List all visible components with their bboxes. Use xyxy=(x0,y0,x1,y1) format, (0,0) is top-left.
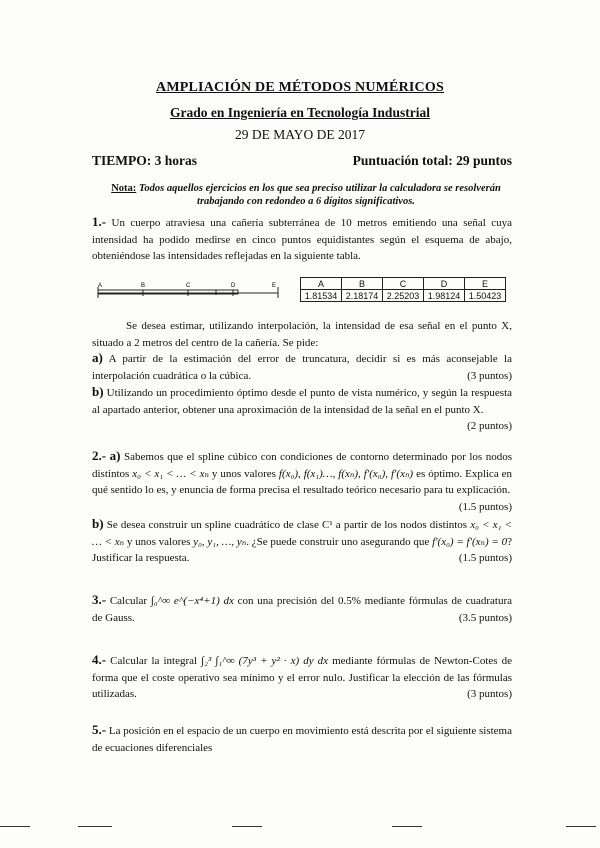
scan-mark xyxy=(566,826,596,827)
table-row xyxy=(301,290,506,302)
q2-a-text1: Sabemos que el spline cúbico con condiciones de contorno determinado por los nodos distintos xyxy=(92,451,513,480)
table-cell: 1.50423 xyxy=(465,290,506,302)
table-cell: 1.98124 xyxy=(424,290,465,302)
q1-a-text: A partir de la estimación del error de truncatura, decidir si es más aconsejable la interpolación cuadrática o la cúbica. xyxy=(92,353,512,382)
q2-part-a xyxy=(92,448,512,515)
pipe-diagram xyxy=(96,281,280,303)
total-points: Puntuación total: 29 puntos xyxy=(352,153,512,168)
scan-mark xyxy=(78,826,112,827)
q5 xyxy=(92,722,512,756)
q2-b-label: b) xyxy=(92,516,104,531)
q1-b-label: b) xyxy=(92,384,104,399)
table-cell: 2.18174 xyxy=(342,290,383,302)
diagram-label-c: C xyxy=(186,283,191,289)
table-header: B xyxy=(342,278,383,290)
q5-text: La posición en el espacio de un cuerpo en movimiento está descrita por el siguiente sistema de ecuaciones diferenciales xyxy=(92,725,512,754)
q4-number: 4.- xyxy=(92,652,107,667)
q4-points: (3 puntos) xyxy=(467,688,512,700)
q3-text1: Calcular xyxy=(109,595,148,607)
table-header: A xyxy=(301,278,342,290)
diagram-label-e: E xyxy=(272,283,277,289)
q1-a-label: a) xyxy=(92,350,103,365)
q5-number: 5.- xyxy=(92,722,107,737)
exam-time: TIEMPO: 3 horas xyxy=(92,153,198,168)
q2-a-points: (1.5 puntos) xyxy=(458,500,512,513)
q1-b-text: Utilizando un procedimiento óptimo desde el punto de vista numérico, y según la respuesta al apartado anterior, obtener una aproximación de la intensidad de la señal en el punto X. xyxy=(92,387,513,416)
q2-b-condition: f′(x₀) = f′(xₙ) = 0 xyxy=(432,535,508,548)
table-header: D xyxy=(424,278,465,290)
q2-a-label: a) xyxy=(109,448,121,463)
q2-b-points: (1.5 puntos) xyxy=(458,552,512,564)
q2-b-nodes: x₀ < x₁ < … < xₙ xyxy=(92,519,513,548)
q2-b-text2: y unos valores xyxy=(126,535,191,548)
q3-number: 3.- xyxy=(92,592,107,607)
q1-b-points: (2 puntos) xyxy=(467,420,512,432)
note-label: Nota: xyxy=(111,183,137,194)
q3-integral: ∫₀^∞ e^(−x⁴+1) dx xyxy=(150,595,234,607)
diagram-label-b: B xyxy=(141,283,146,289)
exam-date: 29 DE MAYO DE 2017 xyxy=(234,127,365,142)
table-header: E xyxy=(465,278,506,290)
q1-number: 1.- xyxy=(92,214,107,229)
exam-title: AMPLIACIÓN DE MÉTODOS NUMÉRICOS xyxy=(156,80,444,95)
q4-text2: mediante fórmulas de Newton-Cotes de forma que el coste operativo sea mínimo y el error nulo. Justificar la elección de las fórmulas utilizadas. xyxy=(92,655,513,700)
q3-points: (3.5 puntos) xyxy=(458,611,512,624)
q2-b-values: y₀, y₁, …, yₙ xyxy=(193,535,247,548)
scan-mark xyxy=(392,826,422,827)
q1-task: Se desea estimar, utilizando interpolación, la intensidad de esa señal en el punto X, situado a 2 metros del centro de la cañería. Se pide: xyxy=(92,320,512,349)
q1-part-a xyxy=(92,350,512,384)
q2-b-text1: Se desea construir un spline cuadrático de clase C¹ a partir de los nodos distintos xyxy=(106,519,468,531)
q2-b-text4: ? Justificar la respuesta. xyxy=(92,535,512,564)
q2-part-b xyxy=(92,516,512,567)
q2-b-text3: . ¿Se puede construir uno asegurando que xyxy=(246,535,430,548)
q2-a-values: f(x₀), f(x₁)…, f(xₙ), f′(x₀), f′(xₙ) xyxy=(278,467,414,480)
diagram-label-d: D xyxy=(231,283,236,289)
diagram-label-a: A xyxy=(98,283,103,289)
q3 xyxy=(92,592,512,626)
table-header: C xyxy=(383,278,424,290)
table-header-row xyxy=(301,278,506,290)
q1-intro-text: Un cuerpo atraviesa una cañería subterránea de 10 metros emitiendo una señal cuya intensidad ha podido medirse en cinco puntos equidistantes según el esquema de abajo, obteniéndose las intensidades reflejadas en la siguiente tabla. xyxy=(92,217,513,262)
scan-mark xyxy=(0,826,30,827)
scan-mark xyxy=(232,826,262,827)
q4 xyxy=(92,652,512,703)
q3-text2: con una precisión del 0.5% mediante fórmulas de cuadratura de Gauss. xyxy=(92,595,513,624)
q4-text1: Calcular la integral xyxy=(110,655,198,667)
table-cell: 1.81534 xyxy=(301,290,342,302)
table-cell: 2.25203 xyxy=(383,290,424,302)
q2-number: 2.- xyxy=(92,448,107,463)
q2-a-nodes: x₀ < x₁ < … < xₙ xyxy=(132,467,209,480)
degree-subtitle: Grado en Ingeniería en Tecnología Industrial xyxy=(170,105,430,120)
note-text: Todos aquellos ejercicios en los que sea preciso utilizar la calculadora se resolverán trabajando con redondeo a 6 dígitos significativos. xyxy=(138,183,501,207)
q2-a-text2: y unos valores xyxy=(211,467,276,480)
q2-a-text3: es óptimo. Explica en qué sentido lo es, y enuncia de forma precisa el resultado teórico necesario para tu explicación. xyxy=(92,467,513,496)
q1-intro xyxy=(92,214,512,265)
exam-note xyxy=(96,182,516,208)
q1-part-b xyxy=(92,384,512,435)
q4-integral: ∫₂³ ∫₁^∞ (7y³ + y² · x) dy dx xyxy=(201,655,329,667)
q1-a-points: (3 puntos) xyxy=(467,369,512,382)
intensity-table xyxy=(300,277,506,302)
